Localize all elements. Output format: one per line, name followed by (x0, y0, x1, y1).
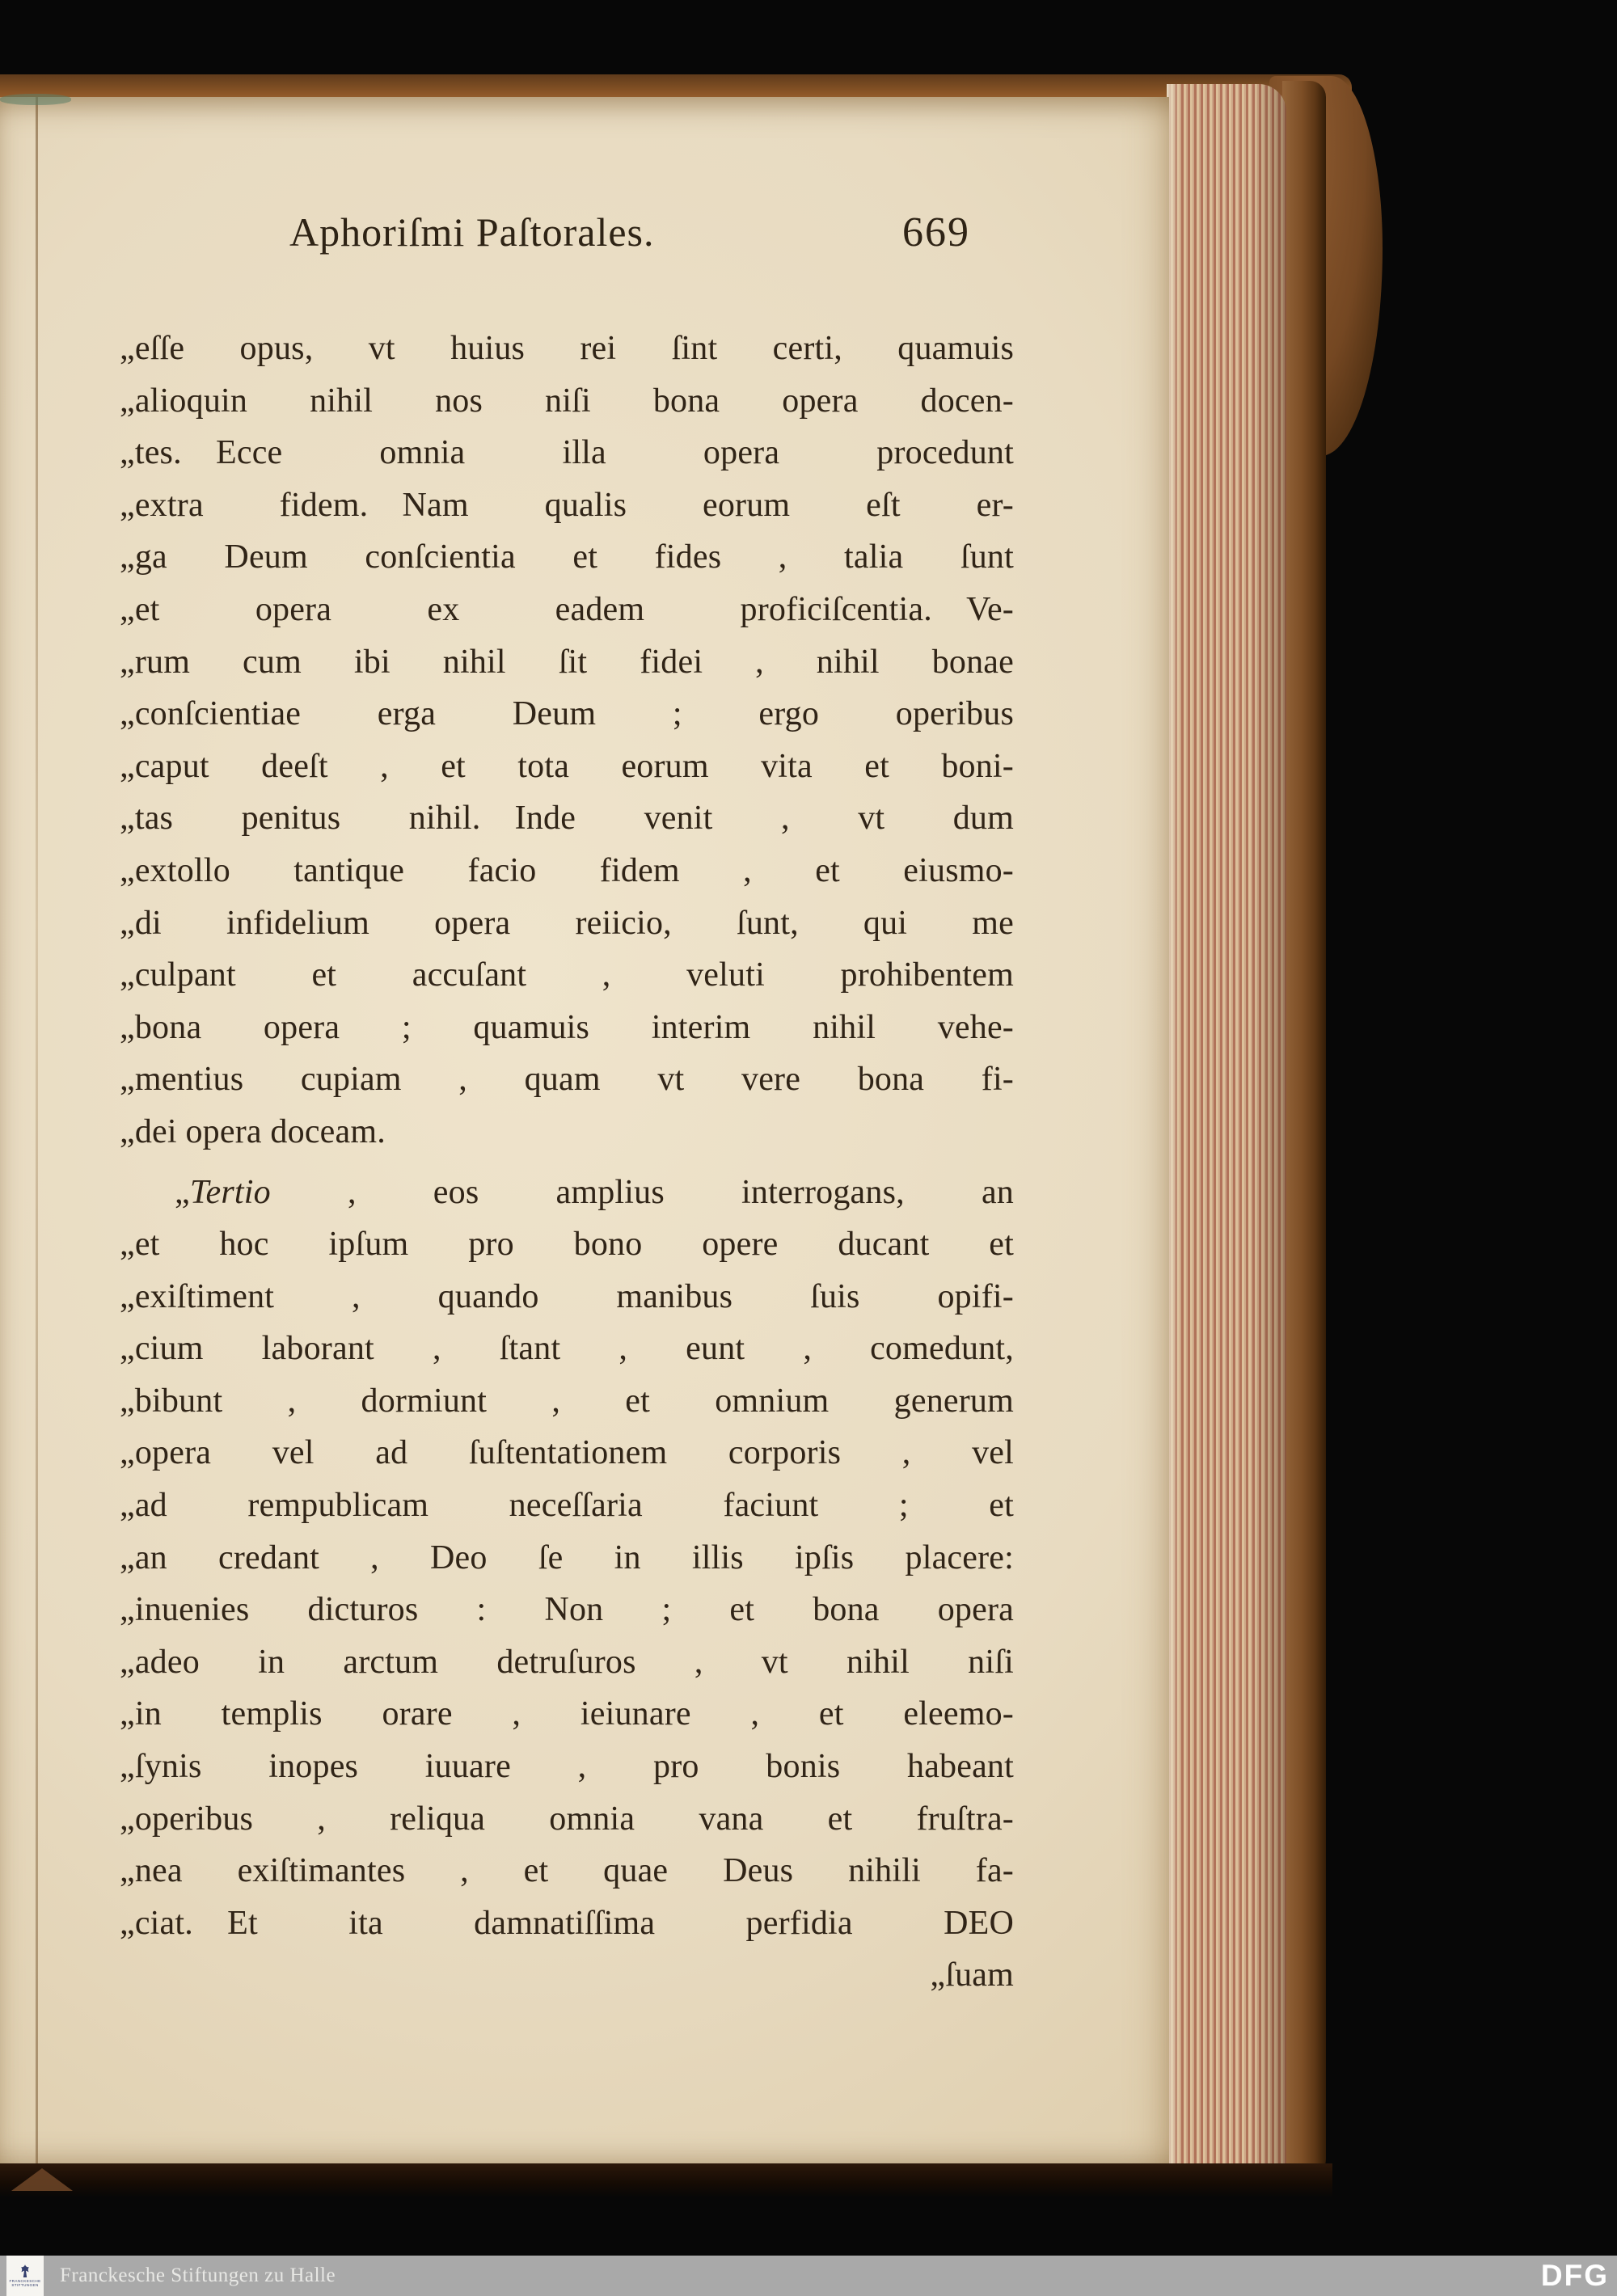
book-fore-edge-pages (1167, 84, 1286, 2176)
text-line: „extollo tantique facio fidem , et eiusmo- (120, 851, 1014, 889)
text-line: „bona opera ; quamuis interim nihil vehe- (120, 1008, 1014, 1046)
text-line: „in templis orare , ieiunare , et eleemo- (120, 1695, 1014, 1733)
text-line: „nea exiſtimantes , et quae Deus nihili fa- (120, 1852, 1014, 1890)
text-line: „an credant , Deo ſe in illis ipſis placere: (120, 1538, 1014, 1576)
logo-text-line1: FRANCKESCHE (9, 2278, 41, 2283)
text-line: „Tertio , eos amplius interrogans, an (175, 1173, 1014, 1211)
text-line: „rum cum ibi nihil ſit fidei , nihil bonae (120, 643, 1014, 681)
text-line: „cium laborant , ſtant , eunt , comedunt, (120, 1330, 1014, 1368)
text-line: „extra fidem. Nam qualis eorum eſt er- (120, 486, 1014, 524)
text-line: „ciat. Et ita damnatiſſima perfidia DEO (120, 1904, 1014, 1942)
book-bottom-shadow (0, 2163, 1332, 2197)
body-text (120, 323, 1014, 2002)
dfg-logo: DFG (1540, 2259, 1609, 2292)
text-line: „inuenies dicturos : Non ; et bona opera (120, 1591, 1014, 1629)
running-title: Aphoriſmi Paſtorales. (289, 209, 655, 255)
text-line: „tes. Ecce omnia illa opera procedunt (120, 434, 1014, 472)
page-crease-line (36, 97, 38, 2163)
page-edge-stain (0, 94, 71, 105)
text-line: „operibus , reliqua omnia vana et fruſtra- (120, 1800, 1014, 1838)
text-line: „di infidelium opera reiicio, ſunt, qui me (120, 904, 1014, 942)
text-line: „ſuam (930, 1956, 1014, 1994)
text-line: „ga Deum conſcientia et fides , talia ſunt (120, 538, 1014, 576)
page-header (289, 209, 970, 256)
text-line: „alioquin nihil nos niſi bona opera docen- (120, 382, 1014, 420)
text-line: „dei opera doceam. (120, 1112, 386, 1150)
text-line: „opera vel ad ſuſtentationem corporis , vel (120, 1434, 1014, 1472)
book-bottom-corner (11, 2168, 73, 2191)
institution-label: Franckesche Stiftungen zu Halle (60, 2264, 336, 2286)
text-line: „ſynis inopes iuuare , pro bonis habeant (120, 1748, 1014, 1786)
text-line: „exiſtiment , quando manibus ſuis opifi- (120, 1277, 1014, 1315)
franckesche-stiftungen-logo (6, 2256, 44, 2296)
text-line: „et hoc ipſum pro bono opere ducant et (120, 1226, 1014, 1264)
book-right-cover-edge (1282, 81, 1326, 2183)
text-line: „ad rempublicam neceſſaria faciunt ; et (120, 1487, 1014, 1525)
text-line: „tas penitus nihil. Inde venit , vt dum (120, 800, 1014, 838)
eagle-sun-icon (17, 2264, 33, 2278)
text-line: „bibunt , dormiunt , et omnium generum (120, 1382, 1014, 1420)
text-line: „caput deeſt , et tota eorum vita et boni- (120, 747, 1014, 785)
text-line: „et opera ex eadem proficiſcentia. Ve- (120, 590, 1014, 628)
logo-text-line2: STIFTUNGEN (11, 2283, 39, 2287)
text-line: „adeo in arctum detruſuros , vt nihil niſi (120, 1643, 1014, 1681)
viewer-footer-bar (0, 2256, 1617, 2296)
page-number: 669 (902, 209, 970, 255)
text-line: „eſſe opus, vt huius rei ſint certi, quamuis (120, 330, 1014, 367)
text-line: „mentius cupiam , quam vt vere bona fi- (120, 1061, 1014, 1099)
text-line: „culpant et accuſant , veluti prohibentem (120, 956, 1014, 994)
text-line: „conſcientiae erga Deum ; ergo operibus (120, 695, 1014, 733)
